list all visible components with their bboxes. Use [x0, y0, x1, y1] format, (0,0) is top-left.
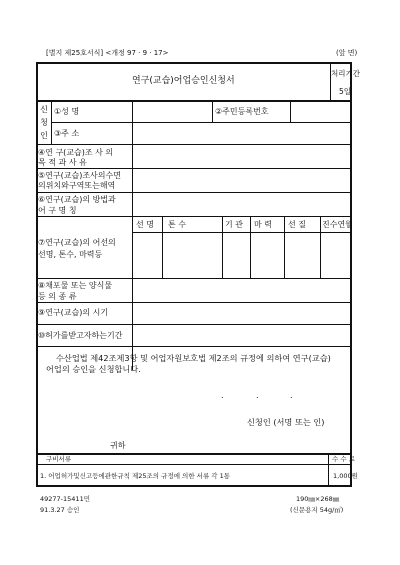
- address-field[interactable]: [133, 123, 351, 143]
- method-label-2: 어 구 명 칭: [38, 206, 77, 215]
- rrn-label: ②주민등록번호: [215, 107, 269, 116]
- statement-line-1: 수산업법 제42조제3항 및 어업자원보호법 제2조의 규정에 의하여 연구(교습): [56, 353, 331, 363]
- date-mark-month: .: [256, 391, 259, 400]
- vessel-data-cell[interactable]: [133, 233, 351, 277]
- purpose-label-2: 목 적 과 사 유: [38, 158, 87, 167]
- vessel-header-hull: 선 질: [288, 220, 306, 229]
- attachments-item: 1. 어업허가및신고등에관한규칙 제25조의 규정에 의한 서류 각 1통: [40, 472, 231, 480]
- address-label: ③주 소: [54, 129, 80, 138]
- form-id: [별지 제25호서식] <개정 97 · 9 · 17>: [46, 49, 169, 57]
- location-label-2: 의위치와구역또는해역: [38, 181, 116, 190]
- period-label: ⑨연구(교습)의 시기: [38, 308, 109, 317]
- footer-paper-type: (신문용지 54g/㎡): [290, 506, 344, 514]
- purpose-field[interactable]: [133, 145, 351, 167]
- date-mark-year: .: [221, 391, 224, 400]
- addressee-label: 귀하: [110, 441, 126, 450]
- fee-value: 1,000원: [333, 472, 358, 480]
- date-mark-day: .: [290, 391, 293, 400]
- vessel-header-power: 마 력: [254, 220, 272, 229]
- purpose-label-1: ④연 구(교습)조 사 의: [38, 148, 114, 157]
- vessel-label-2: 선명, 톤수, 마력등: [38, 250, 103, 259]
- period-field[interactable]: [133, 303, 351, 323]
- applicant-label-2: 청: [40, 118, 48, 127]
- signature-line: 신청인 (서명 또는 인): [247, 417, 325, 427]
- vessel-label-1: ⑦연구(교습)의 어선의: [38, 238, 116, 247]
- permit-period-field[interactable]: [133, 325, 351, 345]
- processing-value: 5일: [339, 87, 352, 96]
- name-label: ①성 명: [54, 107, 80, 116]
- vessel-header-tonnage: 톤 수: [168, 220, 186, 229]
- applicant-label-3: 인: [40, 131, 48, 140]
- rrn-field[interactable]: [291, 101, 351, 121]
- catch-label-2: 등 의 종 류: [38, 292, 77, 301]
- location-field[interactable]: [133, 169, 351, 191]
- vessel-header-engine: 기 관: [225, 220, 243, 229]
- form-title: 연구(교습)어업승인신청서: [132, 76, 235, 86]
- vessel-header-launch: 진수연월: [322, 220, 353, 229]
- footer-form-number: 49277-15411민: [40, 495, 90, 503]
- applicant-label-1: 신: [40, 105, 48, 114]
- method-field[interactable]: [133, 193, 351, 215]
- catch-label-1: ⑧채포물 또는 양식물: [38, 281, 113, 290]
- method-label-1: ⑥연구(교습)의 방법과: [38, 195, 116, 204]
- name-field[interactable]: [133, 101, 211, 121]
- fee-header: 수 수 료: [332, 455, 355, 463]
- processing-label: 처리기간: [331, 69, 360, 78]
- footer-approval: 91.3.27 승인: [40, 506, 80, 514]
- permit-period-label: ⑩허가를받고자하는기간: [38, 331, 123, 340]
- catch-field[interactable]: [133, 279, 351, 301]
- signature-area[interactable]: [284, 413, 346, 429]
- page-side: (앞 면): [336, 49, 358, 57]
- statement-line-2: 어업의 승인을 신청합니다.: [46, 364, 141, 374]
- location-label-1: ⑤연구(교습)조사의수면: [38, 171, 121, 180]
- attachments-header: 구비서류: [46, 455, 72, 463]
- vessel-header-name: 선 명: [136, 220, 154, 229]
- footer-paper-size: 190㎜×268㎜: [296, 495, 340, 503]
